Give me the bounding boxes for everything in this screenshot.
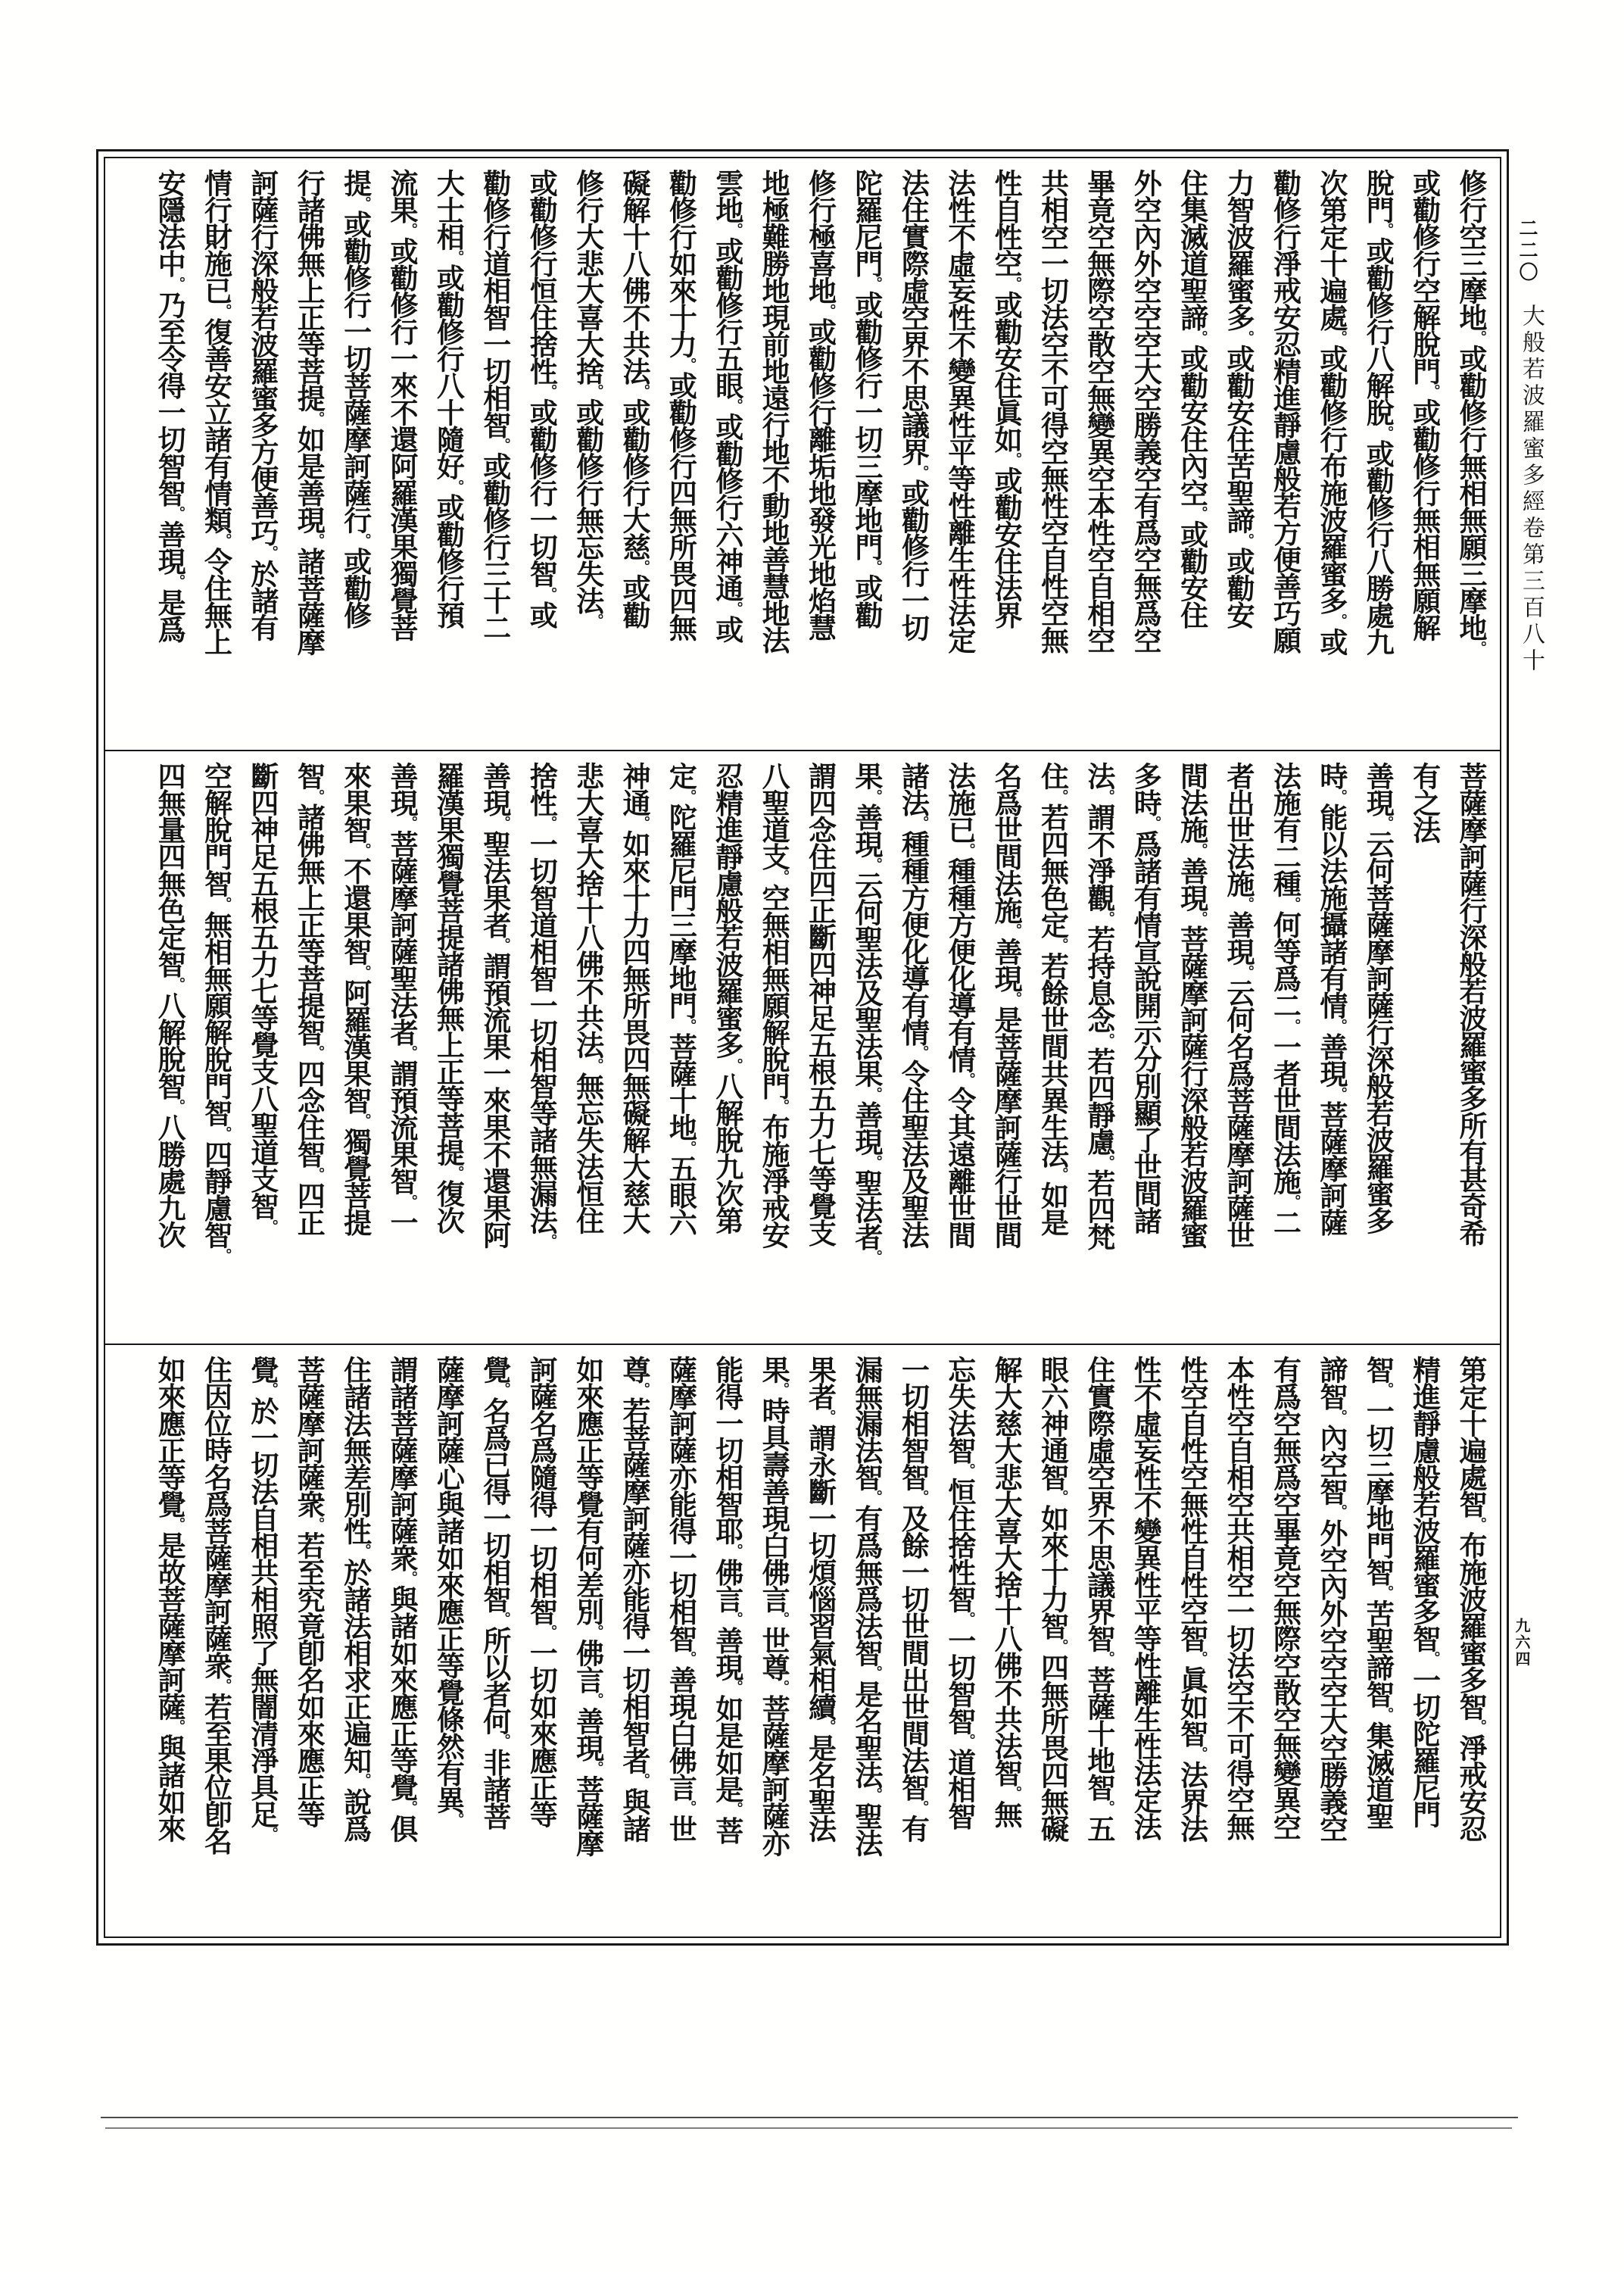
text-column: 或勸修行空解脫門。或勸修行無相無願解 [1407,169,1442,641]
ideographic-period: 。 [1005,991,1023,1006]
text-column: 精進靜慮般若波羅蜜多智。一切陀羅尼門 [1407,1355,1442,1827]
text-frame-inner [104,157,1501,1938]
ideographic-period: 。 [1377,1706,1395,1721]
text-column: 忍精進靜慮般若波羅蜜多。八解脫九次第 [710,762,744,1234]
text-column: 解大慈大悲大喜大捨十八佛不共法智。無 [990,1355,1024,1827]
text-frame [96,149,1509,1946]
ideographic-period: 。 [912,1490,930,1505]
ideographic-period: 。 [680,1018,697,1033]
ideographic-period: 。 [354,1113,372,1128]
text-column: 性空自性空無性自性空智。眞如智。法界法 [1175,1355,1209,1842]
text-column: 住實際虛空界不思議界智。菩薩十地智。五 [1082,1355,1116,1842]
ideographic-period: 。 [401,223,419,237]
ideographic-period: 。 [633,816,650,831]
text-column: 住集滅道聖諦。或勸安住內空。或勸安住 [1175,169,1209,628]
ideographic-period: 。 [354,195,372,211]
ideographic-period: 。 [1284,896,1301,911]
text-column: 謂諸菩薩摩訶薩衆。與諸如來應正等覺。俱 [385,1355,419,1842]
ideographic-period: 。 [308,1045,326,1060]
ideographic-period: 。 [1470,640,1487,655]
text-column: 捨性。一切智道相智一切相智等諸無漏法。 [525,762,559,1248]
ideographic-period: 。 [726,601,743,616]
ideographic-period: 。 [865,560,883,574]
ideographic-period: 。 [680,1799,697,1815]
text-column: 性不虛妄性不變異性平等性離生性法定法 [1129,1355,1163,1840]
ideographic-period: 。 [261,1382,279,1397]
ideographic-period: 。 [308,788,326,804]
text-column: 多時。爲諸有情宣說開示分別顯了世間諸 [1129,762,1163,1234]
ideographic-period: 。 [1377,223,1395,237]
ideographic-period: 。 [447,249,465,264]
text-column: 眼六神通智。如來十力智。四無所畏四無礙 [1036,1355,1070,1842]
text-column: 修行空三摩地。或勸修行無相無願三摩地。 [1454,169,1488,655]
text-column: 勸修行淨戒安忍精進靜慮般若方便善巧願 [1268,169,1302,653]
ideographic-period: 。 [587,1692,604,1707]
ideographic-period: 。 [354,532,372,548]
ideographic-period: 。 [308,1516,326,1531]
ideographic-period: 。 [494,1612,511,1627]
ideographic-period: 。 [401,1570,419,1585]
ideographic-period: 。 [1005,1785,1023,1800]
ideographic-period: 。 [865,788,883,804]
text-column: 勸修行道相智一切相智。或勸修行三十二 [478,169,512,641]
ideographic-period: 。 [773,1612,790,1627]
ideographic-period: 。 [1238,964,1255,979]
ideographic-period: 。 [541,1624,558,1639]
ideographic-period: 。 [308,410,326,426]
text-column: 陀羅尼門。或勸修行一切三摩地門。或勸 [849,169,884,628]
text-column: 有爲空無爲空畢竟空無際空散空無變異空 [1268,1355,1302,1840]
ideographic-period: 。 [308,532,326,548]
ideographic-period: 。 [865,276,883,291]
text-column: 智。諸佛無上正等菩提智。四念住智。四正 [292,762,326,1236]
ideographic-period: 。 [1284,1018,1301,1033]
ideographic-period: 。 [1330,788,1348,804]
ideographic-period: 。 [726,398,743,413]
ideographic-period: 。 [912,464,930,479]
text-column: 勸修行如來十力。或勸修行四無所畏四無 [664,169,698,641]
text-column: 時。能以法施攝諸有情。善現。菩薩摩訶薩 [1314,762,1348,1236]
ideographic-period: 。 [401,1194,419,1209]
ideographic-period: 。 [308,1167,326,1182]
text-column: 神通。如來十力四無所畏四無礙解大慈大 [617,762,651,1234]
text-column: 地極難勝地現前地遠行地不動地善慧地法 [757,169,791,653]
ideographic-period: 。 [354,1773,372,1788]
ideographic-period: 。 [354,964,372,979]
ideographic-period: 。 [1052,788,1069,804]
ideographic-period: 。 [494,1734,511,1749]
ideographic-period: 。 [633,1382,650,1397]
text-column: 行諸佛無上正等菩提。如是善現。諸菩薩摩 [292,169,326,655]
ideographic-period: 。 [587,1760,604,1775]
text-column: 來果智。不還果智。阿羅漢果智。獨覺菩提 [338,762,372,1236]
ideographic-period: 。 [1005,452,1023,467]
text-column: 訶薩行深般若波羅蜜多方便善巧。於諸有 [245,169,279,641]
ideographic-period: 。 [865,1250,883,1265]
ideographic-period: 。 [680,788,697,804]
ideographic-period: 。 [1052,938,1069,953]
ideographic-period: 。 [1098,1651,1115,1666]
ideographic-period: 。 [261,1827,279,1842]
text-column: 住因位時名爲菩薩摩訶薩衆。若至果位卽名 [199,1355,233,1854]
text-column: 漏無漏法智。有爲無爲法智。是名聖法。聖法 [849,1355,884,1856]
ideographic-period: 。 [773,1680,790,1695]
text-column: 菩薩摩訶薩行深般若波羅蜜多所有甚奇希 [1454,762,1488,1247]
ideographic-period: 。 [169,574,186,588]
ideographic-period: 。 [1191,506,1208,520]
ideographic-period: 。 [959,1072,976,1087]
ideographic-period: 。 [726,1057,743,1072]
text-column: 住。若四無色定。若餘世間共異生法。如是 [1036,762,1070,1236]
ideographic-period: 。 [169,276,186,291]
ideographic-period: 。 [819,1719,837,1734]
ideographic-period: 。 [215,896,232,911]
bottom-rule [101,2117,1518,2118]
text-column: 第定十遍處智。布施波羅蜜多智。淨戒安忍 [1454,1355,1488,1842]
ideographic-period: 。 [865,1086,883,1101]
text-column: 修行極喜地。或勸修行離垢地發光地焰慧 [803,169,837,641]
text-column: 法施有二種。何等爲二。一者世間法施。二 [1268,762,1302,1236]
ideographic-period: 。 [215,303,232,318]
text-column: 情行財施已。復善安立諸有情類。令住無上 [199,169,233,655]
text-column: 者出世法施。善現。云何名爲菩薩摩訶薩世 [1222,762,1256,1248]
text-column: 住諸法無差別性。於諸法相求正遍知。說爲 [338,1355,372,1842]
ideographic-period: 。 [1470,1516,1487,1531]
ideographic-period: 。 [1052,1638,1069,1653]
text-column: 薩摩訶薩亦能得一切相智。善現白佛言。世 [664,1355,698,1842]
ideographic-period: 。 [1238,896,1255,911]
ideographic-period: 。 [494,938,511,953]
text-column: 薩摩訶薩心與諸如來應正等覺條然有異。 [432,1355,466,1827]
text-column: 安隱法中。乃至令得一切智智。善現。是爲 [153,169,187,642]
text-column: 修行大悲大喜大捨。或勸修行無忘失法。 [571,169,605,628]
ideographic-period: 。 [1052,1167,1069,1182]
ideographic-period: 。 [1238,532,1255,548]
ideographic-period: 。 [680,1651,697,1666]
ideographic-period: 。 [865,857,883,872]
ideographic-period: 。 [587,384,604,398]
ideographic-period: 。 [633,1773,650,1788]
text-column: 法施已。種種方便化導有情。令其遠離世間 [943,762,977,1248]
ideographic-period: 。 [959,1734,976,1749]
text-column: 悲大喜大捨十八佛不共法。無忘失法恒住 [571,762,605,1234]
text-column: 智。一切三摩地門智。苦聖諦智。集滅道聖 [1361,1355,1395,1829]
text-column: 諸法。種種方便化導有情。令住聖法及聖法 [896,762,930,1248]
ideographic-period: 。 [773,1382,790,1397]
text-column: 性自性空。或勸安住眞如。或勸安住法界 [990,169,1024,628]
text-column: 間法施。善現。菩薩摩訶薩行深般若波羅蜜 [1175,762,1209,1248]
ideographic-period: 。 [541,384,558,398]
ideographic-period: 。 [354,1543,372,1559]
text-column: 一切相智智。及餘一切世間出世間法智。有 [896,1355,930,1842]
text-column: 訶薩名爲隨得一切相智。一切如來應正等 [525,1355,559,1827]
text-column: 大士相。或勸修行八十隨好。或勸修行預 [432,169,466,628]
ideographic-period: 。 [726,223,743,237]
text-column: 諦智。內空智。外空內外空空空大空勝義空 [1314,1355,1348,1842]
text-column: 尊。若菩薩摩訶薩亦能得一切相智者。與諸 [617,1355,651,1842]
ideographic-period: 。 [773,1099,790,1114]
text-column: 法性不虛妄性不變異性平等性離生性法定 [943,169,977,653]
ideographic-period: 。 [587,1624,604,1639]
ideographic-period: 。 [1377,1584,1395,1599]
ideographic-period: 。 [1330,1409,1348,1424]
ideographic-period: 。 [401,816,419,831]
ideographic-period: 。 [680,357,697,372]
text-column: 畢竟空無際空散空無變異空本性空自相空 [1082,169,1116,653]
text-column: 力智波羅蜜多。或勸安住苦聖諦。或勸安 [1222,169,1256,628]
text-column: 定。陀羅尼門三摩地門。菩薩十地。五眼六 [664,762,698,1236]
ideographic-period: 。 [1330,330,1348,345]
ideographic-period: 。 [726,1680,743,1695]
folio-number: 九六四 [1513,1618,1531,1668]
text-column: 共相空一切法空不可得空無性空自性空無 [1036,169,1070,653]
text-column: 果。善現。云何聖法及聖法果。善現。聖法者。 [849,762,884,1265]
ideographic-period: 。 [1377,1382,1395,1397]
ideographic-period: 。 [1330,1504,1348,1519]
ideographic-period: 。 [541,1233,558,1248]
text-column: 善現。聖法果者。謂預流果一來果不還果阿 [478,762,512,1248]
text-column: 有之法 [1407,762,1442,843]
ideographic-period: 。 [1098,1154,1115,1169]
ideographic-period: 。 [215,1677,232,1693]
ideographic-period: 。 [912,1799,930,1815]
text-column: 流果。或勸修行一來不還阿羅漢果獨覺菩 [385,169,419,641]
text-column: 善現。菩薩摩訶薩聖法者。謂預流果智。一 [385,762,419,1236]
ideographic-period: 。 [447,1165,465,1180]
ideographic-period: 。 [865,1154,883,1169]
ideographic-period: 。 [726,1802,743,1817]
ideographic-period: 。 [215,1247,232,1262]
ideographic-period: 。 [1191,1651,1208,1666]
ideographic-period: 。 [1098,788,1115,804]
text-column: 果。時具壽善現白佛言。世尊。菩薩摩訶薩亦 [757,1355,791,1856]
text-column: 能得一切相智耶。佛言。善現。如是如是。菩 [710,1355,744,1843]
ideographic-period: 。 [633,384,650,398]
ideographic-period: 。 [1423,1651,1441,1666]
text-column: 本性空自相空共相空一切法空不可得空無 [1222,1355,1256,1840]
ideographic-period: 。 [912,1045,930,1060]
ideographic-period: 。 [494,1382,511,1397]
ideographic-period: 。 [1330,1086,1348,1101]
ideographic-period: 。 [1052,1490,1069,1505]
ideographic-period: 。 [959,1462,976,1478]
text-column: 菩薩摩訶薩衆。若至究竟卽名如來應正等 [292,1355,326,1827]
ideographic-period: 。 [541,586,558,601]
ideographic-period: 。 [1470,1719,1487,1734]
ideographic-period: 。 [1098,1032,1115,1047]
ideographic-period: 。 [1330,613,1348,628]
ideographic-period: 。 [401,1045,419,1060]
text-column: 果者。謂永斷一切煩惱習氣相續。是名聖法 [803,1355,837,1842]
text-column: 如來應正等覺。是故菩薩摩訶薩。與諸如來 [153,1355,187,1842]
text-column: 羅漢果獨覺菩提諸佛無上正等菩提。復次 [432,762,466,1234]
ideographic-period: 。 [773,869,790,885]
text-column: 善現。云何菩薩摩訶薩行深般若波羅蜜多 [1361,762,1395,1234]
ideographic-period: 。 [865,1490,883,1505]
register-bottom [105,1344,1500,1937]
text-column: 提。或勸修行一切菩薩摩訶薩行。或勸修 [338,169,372,628]
text-column: 謂四念住四正斷四神足五根五力七等覺支 [803,762,837,1247]
ideographic-period: 。 [1191,910,1208,925]
ideographic-period: 。 [1191,330,1208,345]
text-column: 雲地。或勸修行五眼。或勸修行六神通。或 [710,169,744,642]
ideographic-period: 。 [865,1787,883,1802]
ideographic-period: 。 [959,1612,976,1627]
ideographic-period: 。 [1377,425,1395,440]
ideographic-period: 。 [1191,842,1208,857]
ideographic-period: 。 [169,977,186,992]
ideographic-period: 。 [1191,1746,1208,1761]
text-column: 斷四神足五根五力七等覺支八聖道支智。 [245,762,279,1234]
ideographic-period: 。 [1098,1799,1115,1815]
bottom-rule [105,2127,1512,2129]
volume-title: 大般若波羅蜜多經卷第三百八十 [1518,304,1545,675]
ideographic-period: 。 [401,1799,419,1815]
text-column: 如來應正等覺有何差別。佛言。善現。菩薩摩 [571,1355,605,1856]
ideographic-period: 。 [1238,330,1255,345]
ideographic-period: 。 [354,842,372,857]
ideographic-period: 。 [587,1057,604,1072]
ideographic-period: 。 [169,1099,186,1114]
text-column: 礙解十八佛不共法。或勸修行大慈。或勸 [617,169,651,628]
register-middle [105,750,1500,1343]
ideographic-period: 。 [819,303,837,318]
text-column: 忘失法智。恒住捨性智。一切智智。道相智 [943,1355,977,1829]
ideographic-period: 。 [587,613,604,628]
ideographic-period: 。 [447,479,465,494]
ideographic-period: 。 [169,506,186,520]
text-column: 覺。於一切法自相共相照了無闇清淨具足。 [245,1355,279,1842]
ideographic-period: 。 [1098,910,1115,925]
ideographic-period: 。 [169,1719,186,1734]
text-column: 法住實際虛空界不思議界。或勸修行一切 [896,169,930,641]
ideographic-period: 。 [494,438,511,452]
ideographic-period: 。 [1005,276,1023,291]
ideographic-period: 。 [1377,816,1395,831]
ideographic-period: 。 [1330,1018,1348,1033]
ideographic-period: 。 [1423,384,1441,398]
ideographic-period: 。 [215,1125,232,1141]
text-column: 八聖道支。空無相無願解脫門。布施淨戒安 [757,762,791,1248]
ideographic-period: 。 [959,842,976,857]
ideographic-period: 。 [1470,330,1487,345]
ideographic-period: 。 [865,1665,883,1681]
page-header-number: 二二〇 [1516,218,1538,284]
ideographic-period: 。 [819,1409,837,1424]
text-column: 外空內外空空空大空勝義空有爲空無爲空 [1129,169,1163,653]
ideographic-period: 。 [1145,816,1162,831]
text-column: 覺。名爲已得一切相智。所以者何。非諸菩 [478,1355,512,1829]
ideographic-period: 。 [1284,1194,1301,1209]
ideographic-period: 。 [169,1516,186,1531]
text-column: 空解脫門智。無相無願解脫門智。四靜慮智。 [199,762,233,1262]
register-top [105,158,1500,750]
text-column: 次第定十遍處。或勸修行布施波羅蜜多。或 [1314,169,1348,655]
ideographic-period: 。 [215,532,232,548]
ideographic-period: 。 [494,816,511,831]
ideographic-period: 。 [261,545,279,560]
ideographic-period: 。 [633,560,650,574]
text-column: 名爲世間法施。善現。是菩薩摩訶薩行世間 [990,762,1024,1248]
text-column: 四無量四無色定智。八解脫智。八勝處九次 [153,762,187,1248]
ideographic-period: 。 [447,1812,465,1827]
ideographic-period: 。 [726,1543,743,1559]
ideographic-period: 。 [1005,923,1023,938]
text-column: 法。謂不淨觀。若持息念。若四靜慮。若四梵 [1082,762,1116,1250]
ideographic-period: 。 [680,1140,697,1155]
ideographic-period: 。 [261,1219,279,1234]
text-column: 脫門。或勸修行八解脫。或勸修行八勝處九 [1361,169,1395,655]
ideographic-period: 。 [726,1612,743,1627]
ideographic-period: 。 [541,816,558,831]
ideographic-period: 。 [912,816,930,831]
text-column: 或勸修行恒住捨性。或勸修行一切智。或 [525,169,559,628]
